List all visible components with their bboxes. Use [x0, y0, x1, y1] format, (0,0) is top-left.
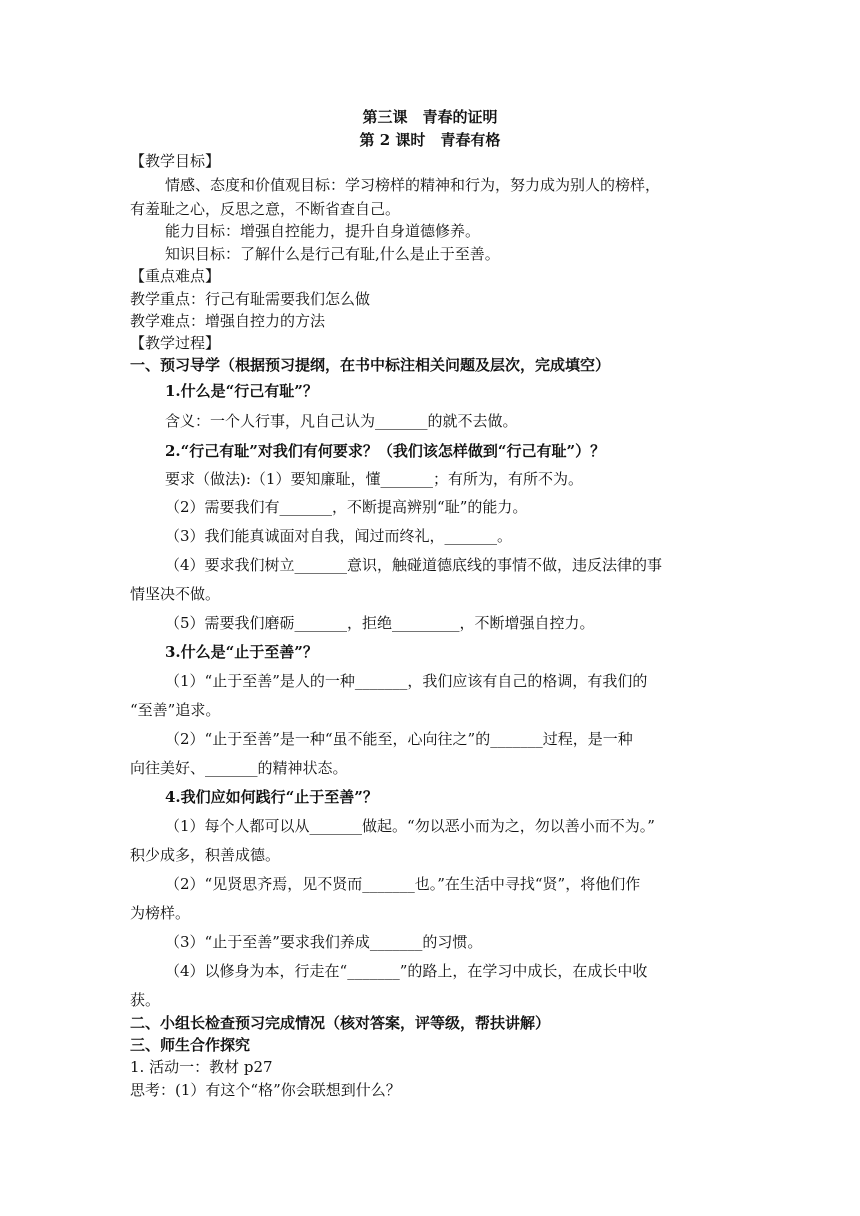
section-heading-key: 【重点难点】 [130, 267, 221, 285]
goal-ability: 能力目标：增强自控能力，提升自身道德修养。 [165, 222, 481, 240]
q2-heading: 2.“行己有耻”对我们有何要求？（我们该怎样做到“行己有耻”）？ [165, 442, 606, 460]
activity1: 1. 活动一：教材 p27 [130, 1058, 273, 1076]
think1: 思考：(1）有这个“格”你会联想到什么？ [130, 1081, 401, 1099]
goal-emotion-line2: 有羞耻之心，反思之意，不断省查自己。 [130, 200, 401, 218]
q4-heading: 4.我们应如何践行“止于至善”？ [165, 788, 378, 806]
section-heading-goals: 【教学目标】 [130, 152, 221, 170]
q1-heading: 1.什么是“行己有耻”？ [165, 382, 318, 400]
part1-heading: 一、预习导学（根据预习提纲，在书中标注相关问题及层次，完成填空） [130, 356, 611, 374]
q2-item3: （3）我们能真诚面对自我，闻过而终礼，_______。 [165, 527, 513, 545]
q3-item2-line2: 向往美好、_______的精神状态。 [130, 759, 348, 777]
q3-heading: 3.什么是“止于至善”？ [165, 643, 318, 661]
goal-knowledge: 知识目标：了解什么是行己有耻,什么是止于至善。 [165, 245, 500, 263]
q3-item1-line1: （1）“止于至善”是人的一种_______，我们应该有自己的格调，有我们的 [165, 672, 648, 690]
goal-emotion-line1: 情感、态度和价值观目标：学习榜样的精神和行为，努力成为别人的榜样， [165, 176, 661, 194]
q3-item2-line1: （2）“止于至善”是一种“虽不能至，心向往之”的_______过程，是一种 [165, 730, 633, 748]
q2-item2: （2）需要我们有_______，不断提高辨别“耻”的能力。 [165, 498, 528, 516]
q4-item3: （3）“止于至善”要求我们养成_______的习惯。 [165, 933, 483, 951]
q4-item4-line2: 获。 [130, 991, 161, 1009]
q4-item1-line1: （1）每个人都可以从_______做起。“勿以恶小而为之，勿以善小而不为。” [165, 817, 655, 835]
q4-item4-line1: （4）以修身为本，行走在“_______”的路上，在学习中成长，在成长中收 [165, 962, 648, 980]
part2-heading: 二、小组长检查预习完成情况（核对答案，评等级，帮扶讲解） [130, 1014, 551, 1032]
lesson-title: 第三课 青春的证明 [362, 108, 498, 126]
q2-item1: 要求（做法):（1）要知廉耻，懂_______；有所为，有所不为。 [165, 470, 583, 488]
q2-item5: （5）需要我们磨砺_______，拒绝_________，不断增强自控力。 [165, 614, 595, 632]
section-heading-process: 【教学过程】 [130, 334, 221, 352]
q1-answer: 含义：一个人行事，凡自己认为_______的就不去做。 [165, 412, 518, 430]
key-point: 教学重点：行己有耻需要我们怎么做 [130, 290, 371, 308]
q4-item2-line1: （2）“见贤思齐焉，见不贤而_______也。”在生活中寻找“贤”，将他们作 [165, 875, 641, 893]
q4-item1-line2: 积少成多，积善成德。 [130, 846, 281, 864]
q4-item2-line2: 为榜样。 [130, 904, 191, 922]
q3-item1-line2: “至善”追求。 [130, 701, 221, 719]
difficult-point: 教学难点：增强自控力的方法 [130, 312, 326, 330]
lesson-subtitle: 第 2 课时 青春有格 [359, 131, 501, 149]
part3-heading: 三、师生合作探究 [130, 1036, 251, 1054]
q2-item4-line1: （4）要求我们树立_______意识，触碰道德底线的事情不做，违反法律的事 [165, 556, 663, 574]
q2-item4-line2: 情坚决不做。 [130, 585, 221, 603]
